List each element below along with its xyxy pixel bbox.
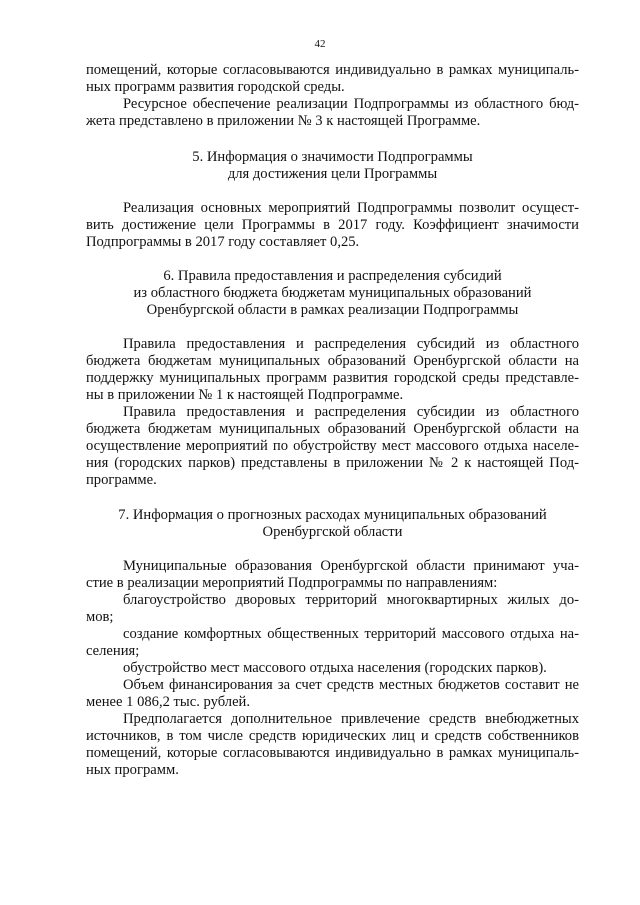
section-6-heading-line-3: Оренбургской области в рамках реализации Подпрограммы: [146, 302, 519, 318]
text-line: Предполагается дополнительное привлечение средств внебюджетных: [123, 711, 579, 727]
section-5-heading: 5. Информация о значимости Подпрограммы: [192, 149, 473, 165]
section-5-heading-line-2: для достижения цели Программы: [227, 166, 438, 182]
text-line: селения;: [86, 643, 140, 659]
text-line: менее 1 086,2 тыс. рублей.: [86, 694, 251, 710]
text-line: Подпрограммы в 2017 году составляет 0,25.: [86, 234, 360, 250]
text-line: вить достижение цели Программы в 2017 году. Коэффициент значимости: [86, 217, 579, 233]
list-item: создание комфортных общественных территорий массового отдыха на-: [123, 626, 579, 642]
text-line: бюджета бюджетам муниципальных образований Оренбургской области на: [86, 421, 579, 437]
text-line: Объем финансирования за счет средств местных бюджетов составит не: [123, 677, 579, 693]
text-line: Правила предоставления и распределения субсидии из областного: [123, 404, 579, 420]
text-line: Ресурсное обеспечение реализации Подпрограммы из областного бюд-: [123, 96, 579, 112]
page-number: 42: [314, 38, 326, 50]
text-line: ны в приложении № 1 к настоящей Подпрограмме.: [86, 387, 404, 403]
text-line: ных программ развития городской среды.: [86, 79, 345, 95]
list-item: обустройство мест массового отдыха населения (городских парков).: [123, 660, 547, 676]
section-6-heading: 6. Правила предоставления и распределения субсидий: [163, 268, 502, 284]
list-item: благоустройство дворовых территорий многоквартирных жилых до-: [123, 592, 579, 608]
text-line: мов;: [86, 609, 114, 625]
text-line: источников, в том числе средств юридических лиц и средств собственников: [86, 728, 579, 744]
section-7-heading: 7. Информация о прогнозных расходах муниципальных образований: [118, 507, 547, 523]
text-line: бюджета бюджетам муниципальных образований Оренбургской области на: [86, 353, 579, 369]
section-6-heading-line-2: из областного бюджета бюджетам муниципальных образований: [133, 285, 532, 301]
text-line: жета представлено в приложении № 3 к настоящей Программе.: [86, 113, 481, 129]
text-line: поддержку муниципальных программ развития городской среды представле-: [86, 370, 579, 386]
text-line: осуществление мероприятий по обустройству мест массового отдыха населе-: [86, 438, 579, 454]
text-line: помещений, которые согласовываются индивидуально в рамках муниципаль-: [86, 745, 579, 761]
text-line: Реализация основных мероприятий Подпрограммы позволит осущест-: [123, 200, 579, 216]
section-7-heading-line-2: Оренбургской области: [262, 524, 403, 540]
text-line: ния (городских парков) представлены в приложении № 2 к настоящей Под-: [86, 455, 579, 471]
text-line: ных программ.: [86, 762, 179, 778]
text-line: Правила предоставления и распределения субсидий из областного: [123, 336, 579, 352]
text-line: стие в реализации мероприятий Подпрограммы по направлениям:: [86, 575, 498, 591]
text-line: Муниципальные образования Оренбургской области принимают уча-: [123, 558, 579, 574]
text-line: программе.: [86, 472, 157, 488]
text-line: помещений, которые согласовываются индивидуально в рамках муниципаль-: [86, 62, 579, 78]
